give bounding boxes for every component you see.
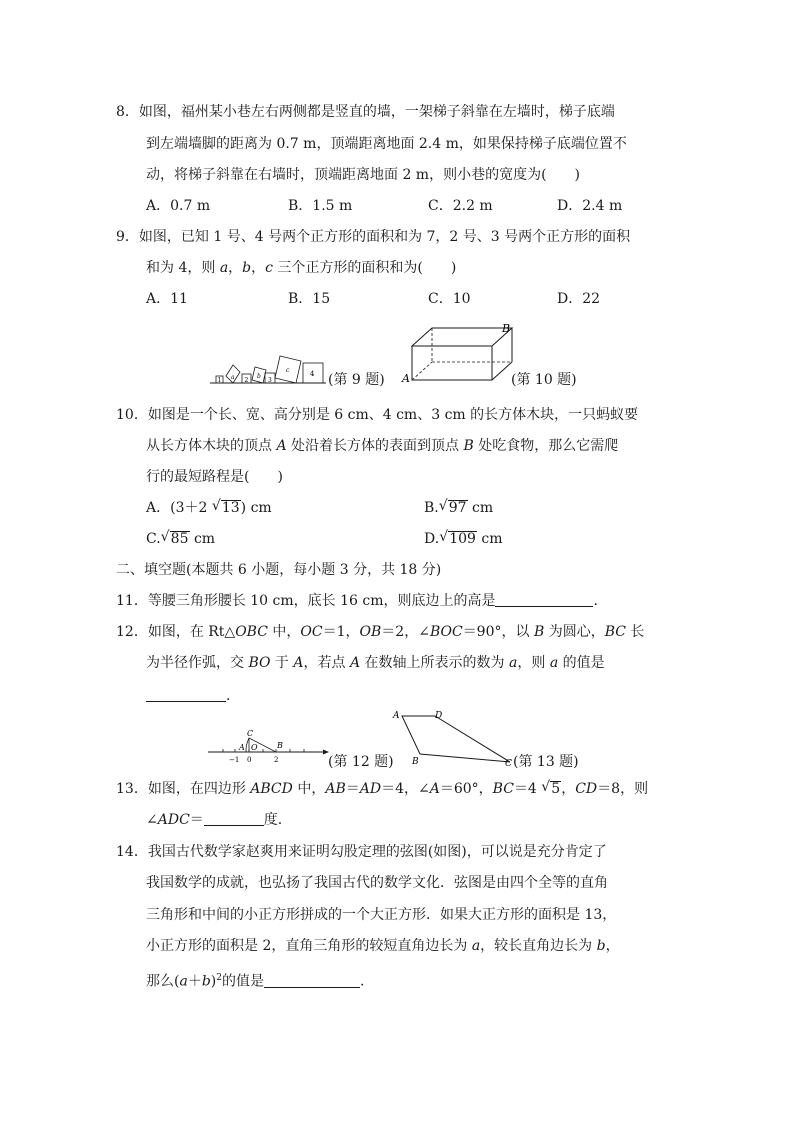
q12-line-2: 为半径作弧，交 BO 于 A，若点 A 在数轴上所表示的数为 a，则 a 的值是 [146,655,605,671]
q10-option-d[interactable]: D. √ 109 cm [424,529,503,547]
q12-line-3: . [146,686,230,706]
fig12-tick-2: 2 [274,756,279,764]
q14-answer-blank[interactable] [264,973,360,988]
q10-option-a[interactable]: A．(3＋2 √ 13) cm [146,498,272,516]
q8-option-a[interactable]: A．0.7 m [146,198,211,214]
q9-option-a[interactable]: A．11 [146,291,188,307]
q10-line-1: 10．如图是一个长、宽、高分别是 6 cm、4 cm、3 cm 的长方体木块，一只蚂蚁要 [116,407,639,423]
fig12-tick-neg1: −1 [229,756,240,764]
fig13-label-c: C [505,759,512,769]
section-2-heading: 二、填空题(本题共 6 小题，每小题 3 分，共 18 分) [116,562,442,578]
figure-10-caption: (第 10 题) [511,372,577,388]
figure-10-cuboid [400,320,515,388]
sqrt-97: √ 97 [438,498,467,516]
q14-line-1: 14．我国古代数学家赵爽用来证明勾股定理的弦图(如图)，可以说是充分肯定了 [116,844,607,860]
fig13-label-d: D [435,711,443,721]
figure-13-quadrilateral [390,708,520,770]
fig12-label-a: A [239,743,245,752]
fig9-label-b: b [257,373,261,380]
q9-line-2: 和为 4，则 a，b，c 三个正方形的面积和为( ) [146,260,457,276]
sqrt-13: √ 13 [211,498,240,516]
q14-line-2: 我国数学的成就，也弘扬了我国古代的数学文化．弦图是由四个全等的直角 [146,875,608,891]
q8-option-b[interactable]: B．1.5 m [288,198,353,214]
q10-option-c[interactable]: C. √ 85 cm [146,529,216,547]
q8-option-d[interactable]: D．2.4 m [557,198,623,214]
q14-line-5: 那么$(a+b)^2$的值是 . [146,973,365,990]
q10-line-2: 从长方体木块的顶点 A 处沿着长方体的表面到顶点 B 处吃食物，那么它需爬 [146,438,619,454]
sqrt-109: √ 109 [439,529,476,547]
q11-answer-blank[interactable] [495,592,593,607]
q10-option-b[interactable]: B. √ 97 cm [424,498,494,516]
figure-12-caption: (第 12 题) [328,754,394,770]
fig9-label-1: 1 [217,377,222,384]
figure-12-number-line [205,726,330,768]
fig13-label-b: B [412,757,419,767]
fig12-label-b: B [277,741,283,750]
fig9-label-c: c [286,367,290,374]
fig12-label-c: C [247,729,254,738]
q12-line-1: 12．如图，在 Rt△OBC 中，OC＝1，OB＝2，∠BOC＝90°，以 B 为圆心，BC 长 [116,624,645,640]
q9-option-b[interactable]: B．15 [288,291,331,307]
q12-answer-blank[interactable] [146,687,226,702]
fig9-label-2: 2 [244,377,249,384]
q11-line: 11．等腰三角形腰长 10 cm，底长 16 cm，则底边上的高是 . [116,593,598,609]
q8-line-1: 8．如图，福州某小巷左右两侧都是竖直的墙，一架梯子斜靠在左墙时，梯子底端 [116,104,615,120]
q8-line-2: 到左端墙脚的距离为 0.7 m，顶端距离地面 2.4 m，如果保持梯子底端位置不 [146,136,627,152]
q10-line-3: 行的最短路程是( ) [146,469,283,485]
fig12-tick-0: 0 [247,756,252,764]
q8-option-c[interactable]: C．2.2 m [428,198,493,214]
figure-9-caption: (第 9 题) [328,372,385,388]
q14-line-4: 小正方形的面积是 2，直角三角形的较短直角边长为 a，较长直角边长为 b， [146,938,620,954]
fig9-label-a: a [231,374,235,381]
q9-option-c[interactable]: C．10 [428,291,471,307]
q8-line-3: 动，将梯子斜靠在右墙时，顶端距离地面 2 m，则小巷的宽度为( ) [146,167,581,183]
q13-line-2: ∠ADC＝ 度. [146,812,283,828]
q9-line-1: 9．如图，已知 1 号、4 号两个正方形的面积和为 7，2 号、3 号两个正方形的面积 [116,229,631,245]
q14-line-3: 三角形和中间的小正方形拼成的一个大正方形．如果大正方形的面积是 13， [146,907,617,923]
fig12-label-o: O [251,743,258,752]
fig9-label-3: 3 [268,377,272,384]
fig9-label-4: 4 [310,370,315,378]
fig13-label-a: A [393,711,400,721]
q13-answer-blank[interactable] [204,811,264,826]
figure-13-caption: (第 13 题) [513,754,579,770]
fig10-label-b: B [502,322,511,335]
q9-option-d[interactable]: D．22 [557,291,601,307]
sqrt-5: √ 5 [541,779,561,797]
figure-9-squares [208,350,328,388]
fig10-label-a: A [402,372,410,385]
q13-line-1: 13．如图，在四边形 ABCD 中，AB＝AD＝4，∠A＝60°，BC＝4 √ 5，CD＝8，则 [116,779,649,797]
sqrt-85: √ 85 [160,529,189,547]
